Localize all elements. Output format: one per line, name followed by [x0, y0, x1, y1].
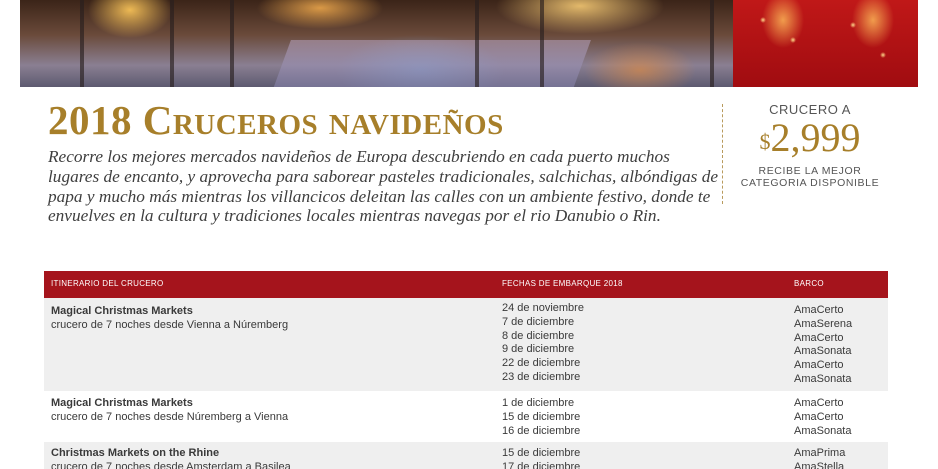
hero-figure: [540, 0, 544, 87]
dates-cell: [502, 447, 580, 469]
ship: AmaPrima: [794, 447, 846, 459]
hero-figure: [475, 0, 479, 87]
date: 23 de diciembre: [502, 370, 581, 383]
itinerary-cell: [51, 397, 288, 423]
date: 16 de diciembre: [502, 424, 581, 437]
hero-red-lights: [733, 0, 918, 87]
ship: AmaSonata: [794, 424, 852, 437]
ship: AmaStella: [794, 460, 845, 469]
cruise-desc: crucero de 7 noches desde Núremberg a Vienna: [51, 411, 289, 423]
hero-figure: [230, 0, 234, 87]
date: 17 de diciembre: [502, 460, 581, 469]
ship: AmaCerto: [794, 359, 844, 372]
cruise-name: Magical Christmas Markets: [51, 397, 193, 409]
date: 1 de diciembre: [502, 397, 575, 409]
date: 24 de noviembre: [502, 302, 584, 314]
ship-cell: [794, 447, 845, 469]
price-divider: [722, 104, 723, 204]
ship: AmaSonata: [794, 372, 852, 385]
ship: AmaSerena: [794, 317, 853, 330]
date: 15 de diciembre: [502, 447, 581, 459]
cruise-name: Christmas Markets on the Rhine: [51, 447, 220, 459]
table-row: [44, 391, 888, 442]
header-itinerary: ITINERARIO DEL CRUCERO: [51, 279, 164, 288]
dates-cell: [502, 302, 584, 385]
header-ship: BARCO: [794, 279, 824, 288]
price-label: CRUCERO A: [769, 102, 851, 117]
cruise-name: Magical Christmas Markets: [51, 305, 193, 317]
cruise-desc: crucero de 7 noches desde Vienna a Núremberg: [51, 319, 289, 331]
date: 15 de diciembre: [502, 410, 581, 423]
hero-photo: [20, 0, 918, 87]
date: 8 de diciembre: [502, 329, 575, 342]
table-row: [44, 442, 888, 469]
itinerary-cell: [51, 447, 291, 469]
table-row: [44, 298, 888, 391]
ship: AmaCerto: [794, 410, 844, 423]
price-sub-2: CATEGORIA DISPONIBLE: [740, 177, 880, 189]
cruise-desc: crucero de 7 noches desde Amsterdam a Basilea: [51, 461, 291, 469]
ship: AmaSonata: [794, 345, 852, 358]
price-sub-1: RECIBE LA MEJOR: [758, 165, 862, 177]
price-box: [730, 102, 890, 189]
ship: AmaCerto: [794, 331, 844, 344]
itinerary-cell: [51, 305, 288, 331]
hero-figure: [170, 0, 174, 87]
price-value: 2,999: [770, 115, 861, 160]
intro-paragraph: Recorre los mejores mercados navideños de Europa descubriendo en cada puerto muchos lugares de encanto, y aprovecha para saborear pasteles tradicionales, salchichas, albóndigas de papa y mucho más mientras los villancicos deleitan las calles con un ambiente festivo, donde te envuelves en la cultura y tradiciones locales mientras navegas por el rio Danubio o Rin.: [48, 147, 719, 226]
dates-cell: [502, 397, 580, 438]
page-title: 2018 Cruceros navideños: [48, 97, 504, 143]
date: 7 de diciembre: [502, 315, 575, 328]
price-amount: [730, 117, 890, 159]
ship: AmaCerto: [794, 397, 844, 409]
header-dates: FECHAS DE EMBARQUE 2018: [502, 279, 623, 288]
date: 9 de diciembre: [502, 343, 575, 356]
date: 22 de diciembre: [502, 357, 581, 370]
ship: AmaCerto: [794, 304, 844, 316]
ship-cell: [794, 397, 851, 438]
table-header: [44, 271, 888, 298]
hero-figure: [710, 0, 714, 87]
cruise-table: [44, 271, 888, 469]
ship-cell: [794, 304, 852, 387]
hero-figure: [80, 0, 84, 87]
price-currency: $: [759, 129, 771, 154]
